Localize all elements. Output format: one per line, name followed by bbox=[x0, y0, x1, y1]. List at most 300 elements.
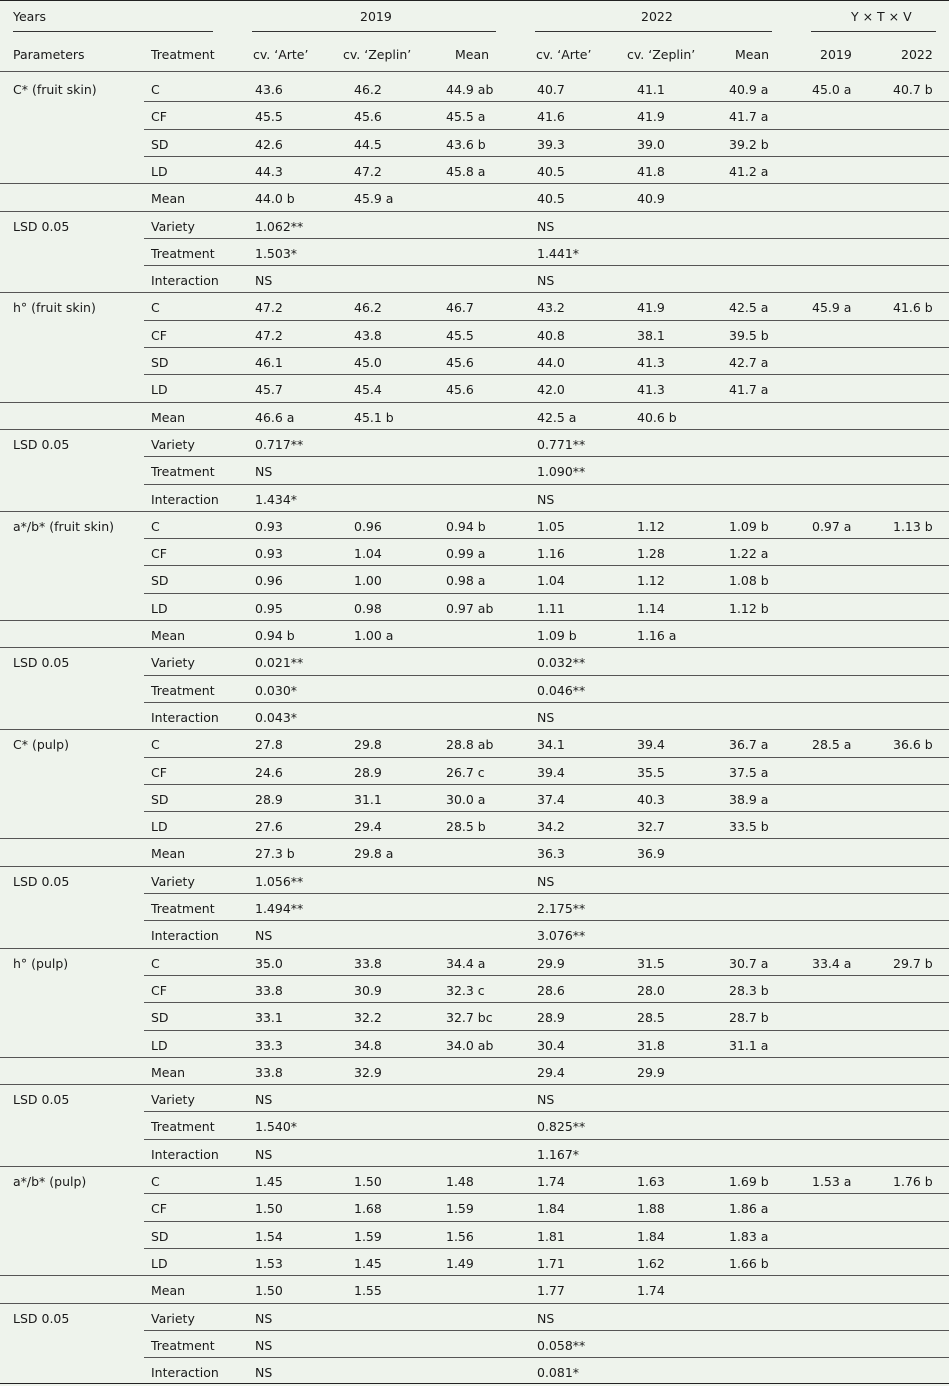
arte-2019-cell: 1.503* bbox=[255, 245, 298, 261]
treatment-cell: LD bbox=[151, 1255, 168, 1271]
mean-2019-cell: 45.5 a bbox=[446, 109, 486, 125]
arte-2022-cell: NS bbox=[537, 1310, 555, 1326]
zeplin-2022-cell: 31.5 bbox=[637, 955, 665, 971]
arte-2022-cell: 34.2 bbox=[537, 819, 565, 835]
mean-2019-cell: 30.0 a bbox=[446, 791, 486, 807]
header-zeplin-2022: cv. ‘Zeplin’ bbox=[627, 47, 696, 62]
arte-2022-cell: 29.4 bbox=[537, 1064, 565, 1080]
arte-2019-cell: 33.8 bbox=[255, 1064, 283, 1080]
row-separator bbox=[0, 211, 949, 212]
arte-2022-cell: 1.16 bbox=[537, 546, 565, 562]
row-separator bbox=[144, 1248, 949, 1249]
zeplin-2022-cell: 1.88 bbox=[637, 1201, 665, 1217]
row-separator bbox=[0, 1084, 949, 1085]
row-separator bbox=[0, 402, 949, 403]
row-separator bbox=[144, 1002, 949, 1003]
arte-2022-cell: 42.0 bbox=[537, 382, 565, 398]
treatment-cell: LD bbox=[151, 382, 168, 398]
treatment-cell: Interaction bbox=[151, 1365, 219, 1381]
row-separator bbox=[0, 647, 949, 648]
arte-2022-cell: NS bbox=[537, 491, 555, 507]
yxtxv-2019-cell: 45.9 a bbox=[812, 300, 852, 316]
mean-2019-cell: 0.99 a bbox=[446, 546, 486, 562]
arte-2022-cell: 1.09 b bbox=[537, 628, 577, 643]
row-separator bbox=[144, 1221, 949, 1222]
table-row bbox=[0, 1004, 949, 1031]
treatment-cell: Variety bbox=[151, 873, 195, 889]
arte-2019-cell: NS bbox=[255, 464, 273, 480]
mean-2019-cell: 44.9 ab bbox=[446, 82, 494, 97]
treatment-cell: Interaction bbox=[151, 709, 219, 725]
treatment-cell: Mean bbox=[151, 409, 186, 425]
yxtxv-2022-cell: 36.6 b bbox=[893, 737, 933, 753]
treatment-cell: Mean bbox=[151, 846, 186, 862]
arte-2019-cell: 0.94 b bbox=[255, 628, 295, 643]
arte-2019-cell: 44.0 b bbox=[255, 191, 295, 207]
yxtxv-2019-cell: 28.5 a bbox=[812, 737, 852, 753]
zeplin-2022-cell: 28.5 bbox=[637, 1010, 665, 1026]
zeplin-2019-cell: 1.45 bbox=[354, 1255, 382, 1271]
treatment-cell: LD bbox=[151, 600, 168, 616]
mean-2019-cell: 46.7 bbox=[446, 300, 474, 316]
arte-2022-cell: 0.058** bbox=[537, 1337, 586, 1353]
table-row bbox=[0, 486, 949, 513]
arte-2022-cell: 40.8 bbox=[537, 327, 565, 343]
header-rule-years bbox=[13, 31, 213, 32]
arte-2019-cell: 33.8 bbox=[255, 982, 283, 998]
arte-2019-cell: 27.8 bbox=[255, 737, 283, 753]
arte-2022-cell: 29.9 bbox=[537, 955, 565, 971]
mean-2019-cell: 1.56 bbox=[446, 1228, 474, 1244]
arte-2019-cell: 0.030* bbox=[255, 682, 298, 698]
row-separator bbox=[144, 1111, 949, 1112]
zeplin-2019-cell: 31.1 bbox=[354, 791, 382, 807]
arte-2019-cell: 1.494** bbox=[255, 901, 304, 916]
mean-2019-cell: 28.8 ab bbox=[446, 737, 494, 753]
parameter-cell: a*/b* (fruit skin) bbox=[13, 518, 114, 534]
treatment-cell: SD bbox=[151, 791, 169, 807]
table-row bbox=[0, 540, 949, 567]
table-row bbox=[0, 1332, 949, 1359]
zeplin-2019-cell: 1.04 bbox=[354, 546, 382, 562]
mean-2022-cell: 1.86 a bbox=[729, 1201, 769, 1217]
mean-2019-cell: 32.7 bc bbox=[446, 1010, 493, 1026]
arte-2019-cell: 46.1 bbox=[255, 355, 283, 370]
table-row bbox=[0, 376, 949, 403]
treatment-cell: C bbox=[151, 300, 160, 316]
arte-2019-cell: 1.54 bbox=[255, 1228, 283, 1244]
table-row bbox=[0, 294, 949, 321]
header-rule-2019 bbox=[252, 31, 496, 32]
arte-2019-cell: 0.717** bbox=[255, 436, 304, 452]
table-row bbox=[0, 677, 949, 704]
header-year-2019: 2019 bbox=[360, 9, 392, 24]
treatment-cell: CF bbox=[151, 109, 167, 125]
row-separator bbox=[0, 620, 949, 621]
arte-2022-cell: 0.081* bbox=[537, 1365, 580, 1381]
arte-2022-cell: 39.3 bbox=[537, 136, 565, 152]
arte-2022-cell: NS bbox=[537, 218, 555, 234]
arte-2022-cell: 42.5 a bbox=[537, 409, 577, 425]
arte-2022-cell: NS bbox=[537, 873, 555, 889]
treatment-cell: Treatment bbox=[151, 245, 215, 261]
mean-2019-cell: 45.5 bbox=[446, 327, 474, 343]
treatment-cell: C bbox=[151, 518, 160, 534]
arte-2022-cell: 1.77 bbox=[537, 1283, 565, 1299]
table-row bbox=[0, 185, 949, 212]
mean-2019-cell: 26.7 c bbox=[446, 764, 485, 780]
zeplin-2022-cell: 41.9 bbox=[637, 109, 665, 125]
table-row bbox=[0, 240, 949, 267]
table-row bbox=[0, 1359, 949, 1386]
arte-2019-cell: 1.45 bbox=[255, 1174, 283, 1189]
zeplin-2019-cell: 1.00 a bbox=[354, 628, 394, 643]
yxtxv-2022-cell: 1.76 b bbox=[893, 1174, 933, 1189]
treatment-cell: Mean bbox=[151, 1064, 186, 1080]
zeplin-2022-cell: 40.6 b bbox=[637, 409, 677, 425]
treatment-cell: Treatment bbox=[151, 1119, 215, 1135]
header-yxtxv-2019: 2019 bbox=[820, 47, 852, 62]
row-separator bbox=[144, 129, 949, 130]
arte-2022-cell: 0.046** bbox=[537, 682, 586, 698]
yxtxv-2022-cell: 41.6 b bbox=[893, 300, 933, 316]
zeplin-2019-cell: 1.59 bbox=[354, 1228, 382, 1244]
table-row bbox=[0, 567, 949, 594]
mean-2022-cell: 41.7 a bbox=[729, 109, 769, 125]
row-separator bbox=[144, 1139, 949, 1140]
parameter-cell: LSD 0.05 bbox=[13, 873, 70, 889]
arte-2019-cell: NS bbox=[255, 1337, 273, 1353]
table-row bbox=[0, 704, 949, 731]
zeplin-2022-cell: 41.3 bbox=[637, 382, 665, 398]
header-yxtxv-2022: 2022 bbox=[901, 47, 933, 62]
zeplin-2019-cell: 32.9 bbox=[354, 1064, 382, 1080]
arte-2019-cell: 35.0 bbox=[255, 955, 283, 971]
header-rule-2022 bbox=[535, 31, 772, 32]
table-row bbox=[0, 322, 949, 349]
arte-2019-cell: 27.6 bbox=[255, 819, 283, 835]
yxtxv-2019-cell: 1.53 a bbox=[812, 1174, 852, 1189]
zeplin-2022-cell: 1.16 a bbox=[637, 628, 677, 643]
mean-2022-cell: 1.22 a bbox=[729, 546, 769, 562]
treatment-cell: Mean bbox=[151, 191, 186, 207]
zeplin-2019-cell: 45.1 b bbox=[354, 409, 394, 425]
zeplin-2019-cell: 0.98 bbox=[354, 600, 382, 616]
mean-2019-cell: 1.49 bbox=[446, 1255, 474, 1271]
parameter-cell: a*/b* (pulp) bbox=[13, 1174, 87, 1189]
arte-2022-cell: 40.5 bbox=[537, 163, 565, 179]
row-separator bbox=[144, 975, 949, 976]
row-separator bbox=[144, 347, 949, 348]
mean-2022-cell: 39.2 b bbox=[729, 136, 769, 152]
table-header bbox=[0, 0, 949, 72]
row-separator bbox=[0, 1275, 949, 1276]
zeplin-2022-cell: 40.9 bbox=[637, 191, 665, 207]
arte-2019-cell: NS bbox=[255, 1146, 273, 1162]
mean-2019-cell: 45.8 a bbox=[446, 163, 486, 179]
zeplin-2019-cell: 30.9 bbox=[354, 982, 382, 998]
arte-2022-cell: 1.05 bbox=[537, 518, 565, 534]
header-parameters: Parameters bbox=[13, 47, 85, 62]
treatment-cell: C bbox=[151, 82, 160, 97]
arte-2022-cell: 0.825** bbox=[537, 1119, 586, 1135]
zeplin-2022-cell: 1.74 bbox=[637, 1283, 665, 1299]
treatment-cell: LD bbox=[151, 1037, 168, 1053]
parameter-cell: LSD 0.05 bbox=[13, 655, 70, 671]
table-row bbox=[0, 731, 949, 758]
zeplin-2019-cell: 45.6 bbox=[354, 109, 382, 125]
table-row bbox=[0, 1086, 949, 1113]
arte-2022-cell: 43.2 bbox=[537, 300, 565, 316]
table-row bbox=[0, 1032, 949, 1059]
mean-2019-cell: 45.6 bbox=[446, 355, 474, 370]
table-row bbox=[0, 213, 949, 240]
table-row bbox=[0, 349, 949, 376]
table-row bbox=[0, 1141, 949, 1168]
arte-2022-cell: 36.3 bbox=[537, 846, 565, 862]
zeplin-2019-cell: 45.4 bbox=[354, 382, 382, 398]
table-row bbox=[0, 1250, 949, 1277]
zeplin-2019-cell: 34.8 bbox=[354, 1037, 382, 1053]
arte-2022-cell: 1.84 bbox=[537, 1201, 565, 1217]
yxtxv-2019-cell: 0.97 a bbox=[812, 518, 852, 534]
row-separator bbox=[144, 784, 949, 785]
header-arte-2022: cv. ‘Arte’ bbox=[536, 47, 592, 62]
mean-2022-cell: 42.5 a bbox=[729, 300, 769, 316]
treatment-cell: Treatment bbox=[151, 682, 215, 698]
mean-2022-cell: 28.3 b bbox=[729, 982, 769, 998]
mean-2019-cell: 34.0 ab bbox=[446, 1037, 494, 1053]
mean-2019-cell: 34.4 a bbox=[446, 955, 486, 971]
zeplin-2022-cell: 41.1 bbox=[637, 82, 665, 97]
parameter-cell: LSD 0.05 bbox=[13, 218, 70, 234]
header-bottom-rule bbox=[0, 71, 949, 72]
zeplin-2022-cell: 38.1 bbox=[637, 327, 665, 343]
mean-2022-cell: 41.7 a bbox=[729, 382, 769, 398]
mean-2022-cell: 39.5 b bbox=[729, 327, 769, 343]
mean-2022-cell: 1.83 a bbox=[729, 1228, 769, 1244]
table-row bbox=[0, 977, 949, 1004]
treatment-cell: Variety bbox=[151, 1310, 195, 1326]
treatment-cell: Interaction bbox=[151, 491, 219, 507]
arte-2019-cell: NS bbox=[255, 1365, 273, 1381]
arte-2019-cell: 45.7 bbox=[255, 382, 283, 398]
zeplin-2022-cell: 1.62 bbox=[637, 1255, 665, 1271]
table-row bbox=[0, 131, 949, 158]
treatment-cell: SD bbox=[151, 136, 169, 152]
row-separator bbox=[144, 1193, 949, 1194]
arte-2022-cell: 1.04 bbox=[537, 573, 565, 589]
zeplin-2019-cell: 1.55 bbox=[354, 1283, 382, 1299]
header-mean-2019: Mean bbox=[455, 47, 490, 62]
arte-2019-cell: 43.6 bbox=[255, 82, 283, 97]
zeplin-2022-cell: 1.12 bbox=[637, 573, 665, 589]
mean-2022-cell: 1.09 b bbox=[729, 518, 769, 534]
row-separator bbox=[0, 1303, 949, 1304]
row-separator bbox=[0, 292, 949, 293]
parameter-cell: C* (fruit skin) bbox=[13, 82, 97, 97]
header-yxtxv: Y × T × V bbox=[851, 9, 912, 24]
table-row bbox=[0, 1195, 949, 1222]
treatment-cell: CF bbox=[151, 764, 167, 780]
arte-2019-cell: 0.93 bbox=[255, 546, 283, 562]
header-treatment: Treatment bbox=[151, 47, 215, 62]
treatment-cell: C bbox=[151, 1174, 160, 1189]
zeplin-2019-cell: 46.2 bbox=[354, 300, 382, 316]
arte-2019-cell: 24.6 bbox=[255, 764, 283, 780]
treatment-cell: CF bbox=[151, 327, 167, 343]
mean-2019-cell: 32.3 c bbox=[446, 982, 485, 998]
row-separator bbox=[144, 702, 949, 703]
arte-2019-cell: 27.3 b bbox=[255, 846, 295, 862]
row-separator bbox=[144, 320, 949, 321]
zeplin-2019-cell: 43.8 bbox=[354, 327, 382, 343]
treatment-cell: C bbox=[151, 955, 160, 971]
parameter-cell: LSD 0.05 bbox=[13, 436, 70, 452]
zeplin-2019-cell: 29.4 bbox=[354, 819, 382, 835]
arte-2019-cell: 33.3 bbox=[255, 1037, 283, 1053]
table-row bbox=[0, 1168, 949, 1195]
treatment-cell: Mean bbox=[151, 1283, 186, 1299]
zeplin-2022-cell: 40.3 bbox=[637, 791, 665, 807]
table-row bbox=[0, 950, 949, 977]
zeplin-2019-cell: 45.9 a bbox=[354, 191, 394, 207]
arte-2022-cell: 1.090** bbox=[537, 464, 586, 480]
table-row bbox=[0, 158, 949, 185]
mean-2022-cell: 30.7 a bbox=[729, 955, 769, 971]
arte-2019-cell: 0.021** bbox=[255, 655, 304, 671]
mean-2022-cell: 28.7 b bbox=[729, 1010, 769, 1026]
table-row bbox=[0, 622, 949, 649]
arte-2019-cell: 45.5 bbox=[255, 109, 283, 125]
arte-2022-cell: 0.771** bbox=[537, 436, 586, 452]
zeplin-2022-cell: 31.8 bbox=[637, 1037, 665, 1053]
arte-2019-cell: 1.056** bbox=[255, 873, 304, 889]
row-separator bbox=[144, 374, 949, 375]
treatment-cell: LD bbox=[151, 163, 168, 179]
mean-2019-cell: 43.6 b bbox=[446, 136, 486, 152]
table-row bbox=[0, 404, 949, 431]
mean-2019-cell: 45.6 bbox=[446, 382, 474, 398]
row-separator bbox=[144, 538, 949, 539]
mean-2022-cell: 37.5 a bbox=[729, 764, 769, 780]
row-separator bbox=[144, 565, 949, 566]
arte-2022-cell: 0.032** bbox=[537, 655, 586, 671]
arte-2019-cell: NS bbox=[255, 273, 273, 289]
arte-2019-cell: 0.93 bbox=[255, 518, 283, 534]
zeplin-2022-cell: 29.9 bbox=[637, 1064, 665, 1080]
table-row bbox=[0, 1113, 949, 1140]
arte-2022-cell: 28.6 bbox=[537, 982, 565, 998]
zeplin-2019-cell: 28.9 bbox=[354, 764, 382, 780]
arte-2022-cell: 37.4 bbox=[537, 791, 565, 807]
arte-2019-cell: 1.50 bbox=[255, 1201, 283, 1217]
arte-2022-cell: 44.0 bbox=[537, 355, 565, 370]
zeplin-2022-cell: 1.28 bbox=[637, 546, 665, 562]
zeplin-2022-cell: 36.9 bbox=[637, 846, 665, 862]
arte-2022-cell: 1.71 bbox=[537, 1255, 565, 1271]
row-separator bbox=[144, 1330, 949, 1331]
yxtxv-2022-cell: 1.13 b bbox=[893, 518, 933, 534]
header-years: Years bbox=[13, 9, 46, 24]
zeplin-2022-cell: 32.7 bbox=[637, 819, 665, 835]
arte-2022-cell: 40.7 bbox=[537, 82, 565, 97]
zeplin-2022-cell: 41.8 bbox=[637, 163, 665, 179]
arte-2019-cell: 1.062** bbox=[255, 218, 304, 234]
row-separator bbox=[144, 893, 949, 894]
table-row bbox=[0, 513, 949, 540]
zeplin-2019-cell: 29.8 bbox=[354, 737, 382, 753]
treatment-cell: Variety bbox=[151, 218, 195, 234]
arte-2022-cell: 34.1 bbox=[537, 737, 565, 753]
treatment-cell: CF bbox=[151, 982, 167, 998]
zeplin-2022-cell: 41.3 bbox=[637, 355, 665, 370]
row-separator bbox=[0, 183, 949, 184]
table-row bbox=[0, 431, 949, 458]
arte-2019-cell: 47.2 bbox=[255, 300, 283, 316]
parameter-cell: C* (pulp) bbox=[13, 737, 69, 753]
arte-2019-cell: 1.540* bbox=[255, 1119, 298, 1135]
arte-2019-cell: 42.6 bbox=[255, 136, 283, 152]
row-separator bbox=[144, 156, 949, 157]
mean-2022-cell: 42.7 a bbox=[729, 355, 769, 370]
table-row bbox=[0, 267, 949, 294]
table-row bbox=[0, 1305, 949, 1332]
row-separator bbox=[144, 1357, 949, 1358]
row-separator bbox=[0, 1057, 949, 1058]
row-separator bbox=[144, 484, 949, 485]
yxtxv-2019-cell: 45.0 a bbox=[812, 82, 852, 97]
zeplin-2019-cell: 47.2 bbox=[354, 163, 382, 179]
treatment-cell: CF bbox=[151, 546, 167, 562]
arte-2022-cell: 2.175** bbox=[537, 901, 586, 916]
treatment-cell: SD bbox=[151, 573, 169, 589]
arte-2022-cell: 1.441* bbox=[537, 245, 580, 261]
treatment-cell: SD bbox=[151, 355, 169, 370]
mean-2022-cell: 40.9 a bbox=[729, 82, 769, 97]
parameter-cell: LSD 0.05 bbox=[13, 1092, 70, 1108]
table-row bbox=[0, 649, 949, 676]
treatment-cell: Treatment bbox=[151, 464, 215, 480]
arte-2019-cell: 0.96 bbox=[255, 573, 283, 589]
arte-2019-cell: 28.9 bbox=[255, 791, 283, 807]
table-row bbox=[0, 840, 949, 867]
yxtxv-2022-cell: 40.7 b bbox=[893, 82, 933, 97]
header-rule-yxtxv bbox=[811, 31, 936, 32]
row-separator bbox=[144, 675, 949, 676]
table-row bbox=[0, 895, 949, 922]
mean-2022-cell: 1.12 b bbox=[729, 600, 769, 616]
arte-2019-cell: NS bbox=[255, 1092, 273, 1108]
arte-2022-cell: 30.4 bbox=[537, 1037, 565, 1053]
treatment-cell: SD bbox=[151, 1010, 169, 1026]
zeplin-2022-cell: 1.12 bbox=[637, 518, 665, 534]
table-row bbox=[0, 458, 949, 485]
mean-2019-cell: 0.97 ab bbox=[446, 600, 494, 616]
arte-2019-cell: 0.95 bbox=[255, 600, 283, 616]
zeplin-2022-cell: 1.14 bbox=[637, 600, 665, 616]
arte-2022-cell: 1.167* bbox=[537, 1146, 580, 1162]
row-separator bbox=[144, 757, 949, 758]
mean-2022-cell: 41.2 a bbox=[729, 163, 769, 179]
zeplin-2022-cell: 39.4 bbox=[637, 737, 665, 753]
parameter-cell: h° (fruit skin) bbox=[13, 300, 96, 316]
arte-2022-cell: NS bbox=[537, 273, 555, 289]
treatment-cell: Variety bbox=[151, 436, 195, 452]
zeplin-2019-cell: 1.50 bbox=[354, 1174, 382, 1189]
parameter-cell: LSD 0.05 bbox=[13, 1310, 70, 1326]
treatment-cell: CF bbox=[151, 1201, 167, 1217]
